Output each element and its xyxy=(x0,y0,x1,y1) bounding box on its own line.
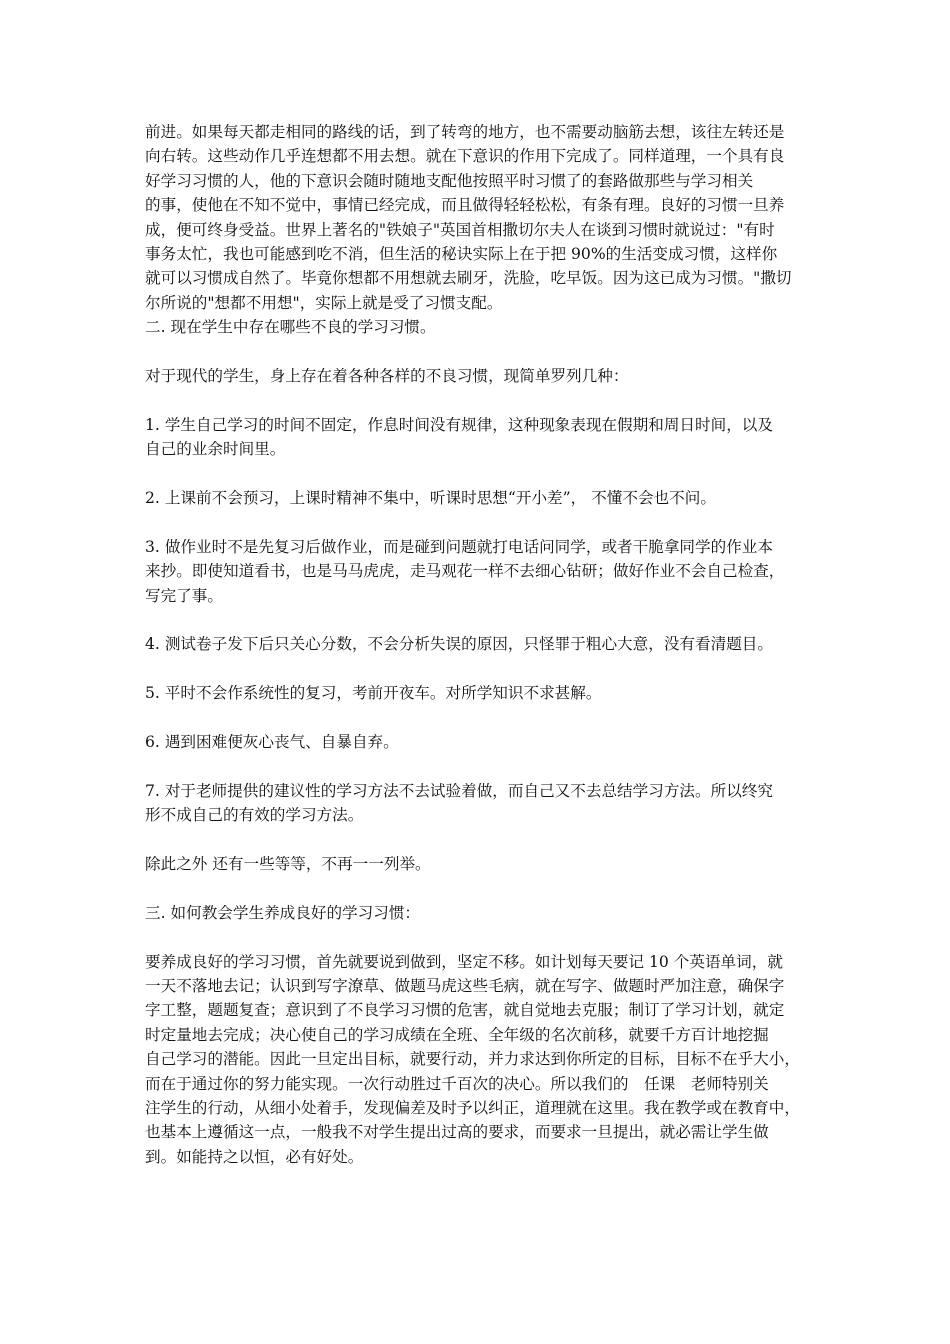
text-line: 3. 做作业时不是先复习后做作业，而是碰到问题就打电话问同学，或者干脆拿同学的作业本 xyxy=(145,537,773,556)
spacer xyxy=(145,462,817,486)
text-line: 7. 对于老师提供的建议性的学习方法不去试验着做，而自己又不去总结学习方法。所以终究 xyxy=(145,781,773,800)
text-line: 也基本上遵循这一点，一般我不对学生提出过高的要求，而要求一旦提出，就必需让学生做 xyxy=(145,1123,769,1142)
section-heading-2 xyxy=(145,315,817,339)
text-line: 而在于通过你的努力能实现。一次行动胜过千百次的决心。所以我们的 任课 老师特别关 xyxy=(145,1074,769,1093)
list-item-7 xyxy=(145,779,817,828)
text-line: 来抄。即使知道看书，也是马马虎虎，走马观花一样不去细心钻研；做好作业不会自己检查， xyxy=(145,562,785,581)
text-line: 写完了事。 xyxy=(145,586,223,605)
spacer xyxy=(145,510,817,534)
text-line: 成，便可终身受益。世界上著名的"铁娘子"英国首相撒切尔夫人在谈到习惯时就说过："有时 xyxy=(145,220,775,239)
text-line: 的事，使他在不知不觉中，事情已经完成，而且做得轻轻松松，有条有理。良好的习惯一旦养 xyxy=(145,196,785,215)
list-item-4 xyxy=(145,632,817,656)
text-line: 就可以习惯成自然了。毕竟你想都不用想就去刷牙，洗脸，吃早饭。因为这已成为习惯。"撒切 xyxy=(145,269,792,288)
text-line: 自己的业余时间里。 xyxy=(145,440,286,459)
text-line: 形不成自己的有效的学习方法。 xyxy=(145,806,364,825)
paragraph-closing-list xyxy=(145,852,817,876)
spacer xyxy=(145,706,817,730)
text-line: 尔所说的"想都不用想"，实际上就是受了习惯支配。 xyxy=(145,293,503,312)
spacer xyxy=(145,828,817,852)
text-line: 好学习习惯的人，他的下意识会随时随地支配他按照平时习惯了的套路做那些与学习相关 xyxy=(145,171,754,190)
text-line: 前进。如果每天都走相同的路线的话，到了转弯的地方，也不需要动脑筋去想，该往左转还是 xyxy=(145,123,785,141)
text-line: 5. 平时不会作系统性的复习，考前开夜车。对所学知识不求甚解。 xyxy=(145,684,602,703)
paragraph-good-habits xyxy=(145,950,817,1170)
text-line: 到。如能持之以恒，必有好处。 xyxy=(145,1147,364,1166)
text-line: 除此之外 还有一些等等，不再一一列举。 xyxy=(145,855,431,874)
text-line: 事务太忙，我也可能感到吃不消，但生活的秘诀实际上在于把 90%的生活变成习惯，这样你 xyxy=(145,245,778,264)
text-line: 2. 上课前不会预习，上课时精神不集中，听课时思想“开小差”， 不懂不会也不问。 xyxy=(145,489,716,508)
text-line: 自己学习的潜能。因此一旦定出目标，就要行动，并力求达到你所定的目标，目标不在乎大小， xyxy=(145,1050,800,1069)
text-line: 时定量地去完成；决心使自己的学习成绩在全班、全年级的名次前移，就要千方百计地挖掘 xyxy=(145,1025,769,1044)
text-line: 一天不落地去记；认识到写字潦草、做题马虎这些毛病，就在写字、做题时严加注意，确保字 xyxy=(145,977,785,996)
heading-text: 三. 如何教会学生养成良好的学习习惯： xyxy=(145,903,421,922)
spacer xyxy=(145,340,817,364)
paragraph-habit-explanation xyxy=(145,120,817,315)
text-line: 向右转。这些动作几乎连想都不用去想。就在下意识的作用下完成了。同样道理，一个具有良 xyxy=(145,147,785,166)
spacer xyxy=(145,876,817,900)
heading-text: 二. 现在学生中存在哪些不良的学习习惯。 xyxy=(145,318,436,337)
text-line: 1. 学生自己学习的时间不固定，作息时间没有规律，这种现象表现在假期和周日时间，以及 xyxy=(145,415,773,434)
text-line: 注学生的行动，从细小处着手，发现偏差及时予以纠正，道理就在这里。我在教学或在教育中， xyxy=(145,1099,800,1118)
spacer xyxy=(145,657,817,681)
spacer xyxy=(145,608,817,632)
spacer xyxy=(145,925,817,949)
list-item-5 xyxy=(145,681,817,705)
spacer xyxy=(145,754,817,778)
list-item-2 xyxy=(145,486,817,510)
text-line: 要养成良好的学习习惯，首先就要说到做到，坚定不移。如计划每天要记 10 个英语单词，就 xyxy=(145,952,783,971)
text-line: 对于现代的学生，身上存在着各种各样的不良习惯，现简单罗列几种： xyxy=(145,367,629,386)
list-item-1 xyxy=(145,413,817,462)
paragraph-intro-bad-habits xyxy=(145,364,817,388)
text-line: 字工整，题题复查；意识到了不良学习习惯的危害，就自觉地去克服；制订了学习计划，就定 xyxy=(145,1001,785,1020)
section-heading-3 xyxy=(145,901,817,925)
document-body xyxy=(145,120,817,1169)
spacer xyxy=(145,388,817,412)
text-line: 4. 测试卷子发下后只关心分数，不会分析失误的原因，只怪罪于粗心大意，没有看清题目。 xyxy=(145,635,773,654)
list-item-6 xyxy=(145,730,817,754)
list-item-3 xyxy=(145,535,817,608)
text-line: 6. 遇到困难便灰心丧气、自暴自弃。 xyxy=(145,733,399,752)
